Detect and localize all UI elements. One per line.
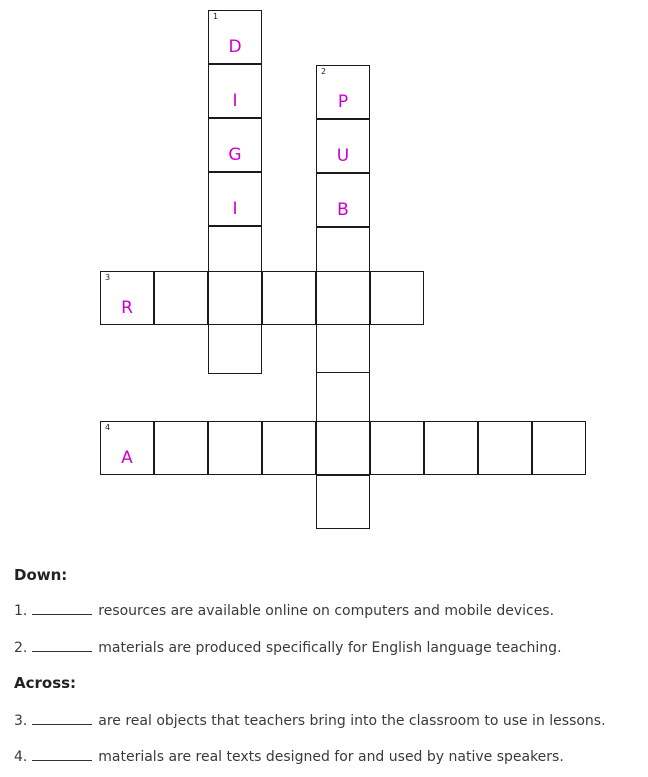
clue-number: 1 xyxy=(213,12,219,21)
clue-number: 3 xyxy=(105,273,111,282)
across-heading: Across: xyxy=(14,674,77,692)
clue-text: materials are produced specifically for English language teaching. xyxy=(98,640,562,656)
clue-number-label: 4. xyxy=(14,749,28,765)
crossword-cell[interactable] xyxy=(370,271,424,325)
cell-letter: I xyxy=(232,91,238,111)
crossword-cell[interactable] xyxy=(208,172,262,226)
crossword-cell[interactable] xyxy=(154,421,208,475)
clue-text: materials are real texts designed for and used by native speakers. xyxy=(98,749,564,765)
cell-letter: B xyxy=(337,200,349,220)
clue-number: 2 xyxy=(321,67,327,76)
cell-letter: A xyxy=(121,448,133,468)
crossword-cell[interactable] xyxy=(316,320,370,374)
crossword-cell[interactable] xyxy=(532,421,586,475)
clue-across-3 xyxy=(14,710,606,729)
crossword-cell[interactable] xyxy=(316,119,370,173)
crossword-cell[interactable] xyxy=(208,271,262,325)
cell-letter: R xyxy=(121,298,133,318)
clue-across-4 xyxy=(14,746,564,765)
crossword-cell[interactable] xyxy=(316,421,370,475)
cell-letter: D xyxy=(228,37,242,57)
answer-blank[interactable] xyxy=(32,710,92,725)
cell-letter: G xyxy=(228,145,242,165)
cell-letter: P xyxy=(337,92,349,112)
clue-number-label: 1. xyxy=(14,603,28,619)
crossword-cell[interactable] xyxy=(208,10,262,64)
crossword-cell[interactable] xyxy=(208,118,262,172)
cell-letter: I xyxy=(232,199,238,219)
crossword-cell[interactable] xyxy=(208,64,262,118)
crossword-cell[interactable] xyxy=(316,65,370,119)
crossword-cell[interactable] xyxy=(316,372,370,426)
answer-blank[interactable] xyxy=(32,746,92,761)
clue-text: resources are available online on computers and mobile devices. xyxy=(98,603,555,619)
clue-number-label: 2. xyxy=(14,640,28,656)
crossword-cell[interactable] xyxy=(154,271,208,325)
clue-down-1 xyxy=(14,600,554,619)
crossword-cell[interactable] xyxy=(208,320,262,374)
clue-text: are real objects that teachers bring into the classroom to use in lessons. xyxy=(98,713,606,729)
crossword-cell[interactable] xyxy=(208,421,262,475)
crossword-cell[interactable] xyxy=(478,421,532,475)
crossword-cell[interactable] xyxy=(100,421,154,475)
clue-down-2 xyxy=(14,637,562,656)
crossword-cell[interactable] xyxy=(100,271,154,325)
crossword-cell[interactable] xyxy=(262,421,316,475)
crossword-cell[interactable] xyxy=(370,421,424,475)
clue-number: 4 xyxy=(105,423,111,432)
crossword-cell[interactable] xyxy=(316,173,370,227)
down-heading: Down: xyxy=(14,566,68,584)
answer-blank[interactable] xyxy=(32,637,92,652)
crossword-cell[interactable] xyxy=(316,475,370,529)
crossword-cell[interactable] xyxy=(424,421,478,475)
clue-number-label: 3. xyxy=(14,713,28,729)
crossword-cell[interactable] xyxy=(262,271,316,325)
crossword-cell[interactable] xyxy=(316,271,370,325)
cell-letter: U xyxy=(336,146,350,166)
answer-blank[interactable] xyxy=(32,600,92,615)
